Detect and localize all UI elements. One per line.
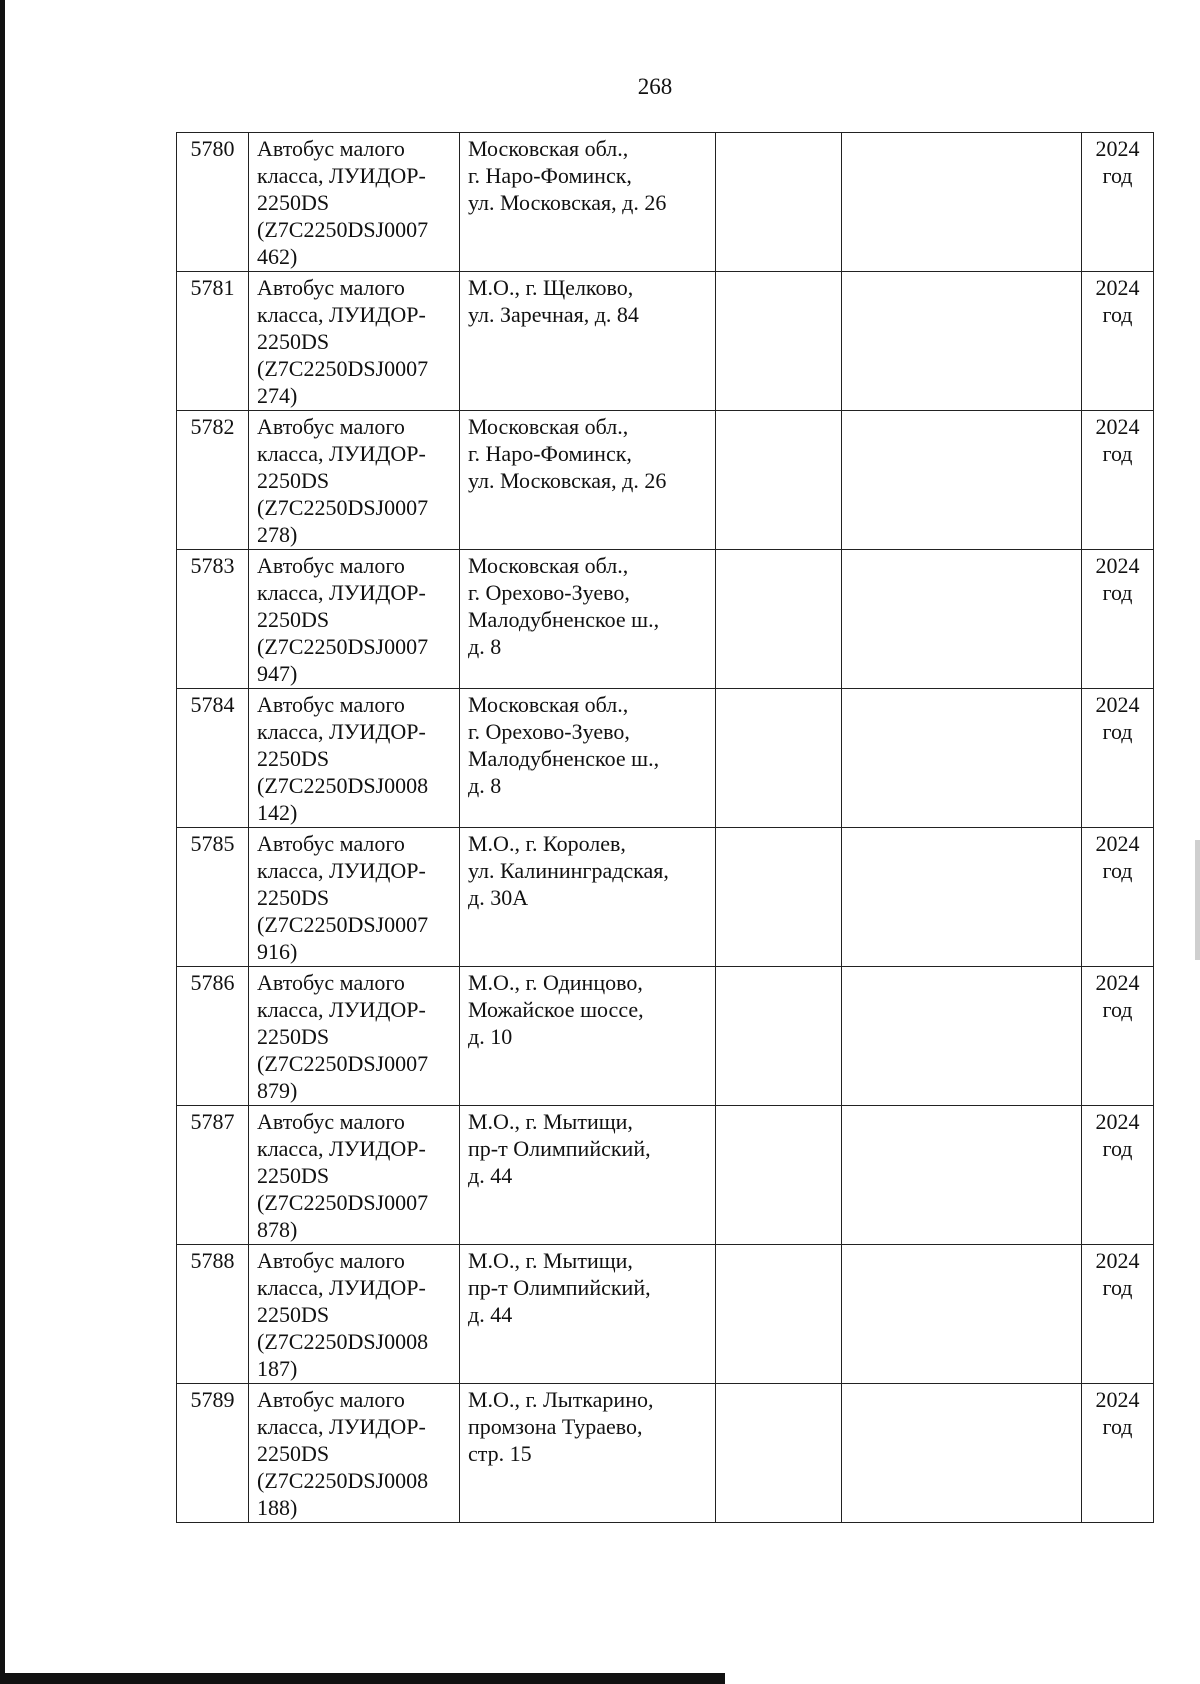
table-row: [177, 272, 1154, 411]
year-line: 2024: [1095, 1387, 1140, 1412]
address-line: г. Наро-Фоминск,: [468, 163, 632, 188]
vehicle-line: Автобус малого: [257, 831, 405, 856]
vehicle-line: 2250DS: [257, 607, 330, 632]
vehicle-line: (Z7C2250DSJ0007: [257, 1051, 429, 1076]
year-cell: [1082, 1245, 1154, 1384]
address-line: пр-т Олимпийский,: [468, 1136, 651, 1161]
vehicle-line: 916): [257, 939, 298, 964]
vehicle-line: (Z7C2250DSJ0008: [257, 1468, 429, 1493]
row-number: 5787: [177, 1106, 249, 1245]
address-line: Малодубненское ш.,: [468, 746, 660, 771]
table-row: [177, 1106, 1154, 1245]
vehicle-line: 188): [257, 1495, 298, 1520]
vehicle-line: 2250DS: [257, 1441, 330, 1466]
empty-cell-4: [716, 689, 842, 828]
year-cell: [1082, 411, 1154, 550]
year-cell: [1082, 550, 1154, 689]
address-cell: [460, 411, 716, 550]
table-row: [177, 550, 1154, 689]
address-line: М.О., г. Щелково,: [468, 275, 634, 300]
vehicle-line: 878): [257, 1217, 298, 1242]
address-line: Московская обл.,: [468, 136, 629, 161]
year-line: год: [1102, 163, 1133, 188]
address-cell: [460, 967, 716, 1106]
year-cell: [1082, 1106, 1154, 1245]
vehicle-line: (Z7C2250DSJ0007: [257, 495, 429, 520]
vehicle-line: 2250DS: [257, 1302, 330, 1327]
year-line: 2024: [1095, 553, 1140, 578]
row-number: 5789: [177, 1384, 249, 1523]
vehicle-cell: [249, 411, 460, 550]
empty-cell-4: [716, 550, 842, 689]
empty-cell-5: [842, 411, 1082, 550]
empty-cell-4: [716, 133, 842, 272]
year-cell: [1082, 967, 1154, 1106]
vehicle-line: 947): [257, 661, 298, 686]
address-cell: [460, 689, 716, 828]
vehicle-line: 142): [257, 800, 298, 825]
address-line: г. Орехово-Зуево,: [468, 719, 630, 744]
vehicle-line: 278): [257, 522, 298, 547]
empty-cell-4: [716, 1384, 842, 1523]
year-line: 2024: [1095, 970, 1140, 995]
year-cell: [1082, 689, 1154, 828]
vehicle-line: (Z7C2250DSJ0007: [257, 356, 429, 381]
vehicle-line: класса, ЛУИДОР-: [257, 1275, 426, 1300]
vehicle-table: [176, 132, 1154, 1523]
vehicle-line: 2250DS: [257, 1163, 330, 1188]
table-row: [177, 133, 1154, 272]
table-row: [177, 411, 1154, 550]
address-line: Московская обл.,: [468, 553, 629, 578]
vehicle-line: 2250DS: [257, 468, 330, 493]
empty-cell-4: [716, 967, 842, 1106]
vehicle-line: Автобус малого: [257, 1109, 405, 1134]
address-line: ул. Заречная, д. 84: [468, 302, 639, 327]
vehicle-line: 2250DS: [257, 190, 330, 215]
year-line: год: [1102, 302, 1133, 327]
vehicle-cell: [249, 1106, 460, 1245]
address-line: д. 30А: [468, 885, 529, 910]
address-line: д. 44: [468, 1163, 513, 1188]
year-line: год: [1102, 858, 1133, 883]
year-line: 2024: [1095, 692, 1140, 717]
address-cell: [460, 272, 716, 411]
year-line: 2024: [1095, 1248, 1140, 1273]
address-line: д. 8: [468, 634, 502, 659]
address-line: ул. Московская, д. 26: [468, 468, 667, 493]
vehicle-line: Автобус малого: [257, 553, 405, 578]
vehicle-line: (Z7C2250DSJ0008: [257, 773, 429, 798]
address-cell: [460, 1106, 716, 1245]
table-row: [177, 828, 1154, 967]
row-number: 5780: [177, 133, 249, 272]
vehicle-line: класса, ЛУИДОР-: [257, 719, 426, 744]
address-line: Московская обл.,: [468, 692, 629, 717]
vehicle-line: 2250DS: [257, 746, 330, 771]
address-line: промзона Тураево,: [468, 1414, 643, 1439]
address-line: Можайское шоссе,: [468, 997, 644, 1022]
row-number: 5785: [177, 828, 249, 967]
year-line: год: [1102, 1136, 1133, 1161]
vehicle-cell: [249, 550, 460, 689]
vehicle-line: 274): [257, 383, 298, 408]
address-line: М.О., г. Лыткарино,: [468, 1387, 654, 1412]
vehicle-line: класса, ЛУИДОР-: [257, 1414, 426, 1439]
year-line: 2024: [1095, 831, 1140, 856]
vehicle-line: Автобус малого: [257, 970, 405, 995]
vehicle-line: 2250DS: [257, 885, 330, 910]
row-number: 5788: [177, 1245, 249, 1384]
address-line: Малодубненское ш.,: [468, 607, 660, 632]
year-line: 2024: [1095, 136, 1140, 161]
vehicle-line: (Z7C2250DSJ0007: [257, 912, 429, 937]
table-row: [177, 1245, 1154, 1384]
row-number: 5782: [177, 411, 249, 550]
vehicle-line: Автобус малого: [257, 414, 405, 439]
year-line: год: [1102, 997, 1133, 1022]
vehicle-line: Автобус малого: [257, 1248, 405, 1273]
year-line: 2024: [1095, 414, 1140, 439]
address-line: ул. Московская, д. 26: [468, 190, 667, 215]
address-line: М.О., г. Одинцово,: [468, 970, 643, 995]
address-line: д. 44: [468, 1302, 513, 1327]
address-line: Московская обл.,: [468, 414, 629, 439]
vehicle-line: класса, ЛУИДОР-: [257, 580, 426, 605]
vehicle-cell: [249, 1384, 460, 1523]
address-cell: [460, 133, 716, 272]
row-number: 5784: [177, 689, 249, 828]
vehicle-line: (Z7C2250DSJ0007: [257, 217, 429, 242]
vehicle-line: класса, ЛУИДОР-: [257, 858, 426, 883]
empty-cell-5: [842, 828, 1082, 967]
year-line: 2024: [1095, 275, 1140, 300]
address-line: г. Наро-Фоминск,: [468, 441, 632, 466]
empty-cell-4: [716, 1106, 842, 1245]
vehicle-cell: [249, 689, 460, 828]
empty-cell-4: [716, 411, 842, 550]
vehicle-line: 187): [257, 1356, 298, 1381]
vehicle-line: Автобус малого: [257, 136, 405, 161]
table-row: [177, 1384, 1154, 1523]
address-line: пр-т Олимпийский,: [468, 1275, 651, 1300]
scan-edge-bottom: [0, 1673, 725, 1684]
empty-cell-5: [842, 1245, 1082, 1384]
empty-cell-5: [842, 272, 1082, 411]
vehicle-line: 879): [257, 1078, 298, 1103]
vehicle-cell: [249, 272, 460, 411]
address-cell: [460, 550, 716, 689]
table-row: [177, 689, 1154, 828]
year-line: год: [1102, 1275, 1133, 1300]
scan-edge-right: [1195, 840, 1200, 960]
empty-cell-5: [842, 967, 1082, 1106]
address-line: д. 8: [468, 773, 502, 798]
address-line: д. 10: [468, 1024, 513, 1049]
address-cell: [460, 828, 716, 967]
empty-cell-4: [716, 272, 842, 411]
row-number: 5786: [177, 967, 249, 1106]
address-line: М.О., г. Мытищи,: [468, 1109, 633, 1134]
vehicle-line: Автобус малого: [257, 692, 405, 717]
year-line: год: [1102, 719, 1133, 744]
year-line: год: [1102, 580, 1133, 605]
table-body: [177, 133, 1154, 1523]
year-line: 2024: [1095, 1109, 1140, 1134]
row-number: 5783: [177, 550, 249, 689]
empty-cell-4: [716, 1245, 842, 1384]
vehicle-line: 462): [257, 244, 298, 269]
empty-cell-4: [716, 828, 842, 967]
vehicle-line: класса, ЛУИДОР-: [257, 997, 426, 1022]
address-line: г. Орехово-Зуево,: [468, 580, 630, 605]
vehicle-line: класса, ЛУИДОР-: [257, 163, 426, 188]
address-line: М.О., г. Королев,: [468, 831, 626, 856]
vehicle-cell: [249, 133, 460, 272]
vehicle-line: Автобус малого: [257, 1387, 405, 1412]
vehicle-cell: [249, 828, 460, 967]
vehicle-line: 2250DS: [257, 1024, 330, 1049]
year-line: год: [1102, 1414, 1133, 1439]
address-line: ул. Калининградская,: [468, 858, 669, 883]
table-row: [177, 967, 1154, 1106]
vehicle-cell: [249, 1245, 460, 1384]
vehicle-line: класса, ЛУИДОР-: [257, 441, 426, 466]
year-line: год: [1102, 441, 1133, 466]
vehicle-line: (Z7C2250DSJ0008: [257, 1329, 429, 1354]
year-cell: [1082, 1384, 1154, 1523]
page-number: 268: [637, 74, 673, 99]
address-line: М.О., г. Мытищи,: [468, 1248, 633, 1273]
year-cell: [1082, 828, 1154, 967]
vehicle-line: (Z7C2250DSJ0007: [257, 634, 429, 659]
year-cell: [1082, 133, 1154, 272]
empty-cell-5: [842, 1106, 1082, 1245]
address-cell: [460, 1384, 716, 1523]
empty-cell-5: [842, 689, 1082, 828]
address-line: стр. 15: [468, 1441, 532, 1466]
vehicle-line: класса, ЛУИДОР-: [257, 1136, 426, 1161]
vehicle-line: 2250DS: [257, 329, 330, 354]
empty-cell-5: [842, 133, 1082, 272]
vehicle-line: класса, ЛУИДОР-: [257, 302, 426, 327]
scan-edge-left: [0, 0, 5, 1684]
vehicle-line: (Z7C2250DSJ0007: [257, 1190, 429, 1215]
empty-cell-5: [842, 550, 1082, 689]
year-cell: [1082, 272, 1154, 411]
address-cell: [460, 1245, 716, 1384]
empty-cell-5: [842, 1384, 1082, 1523]
vehicle-line: Автобус малого: [257, 275, 405, 300]
vehicle-cell: [249, 967, 460, 1106]
row-number: 5781: [177, 272, 249, 411]
